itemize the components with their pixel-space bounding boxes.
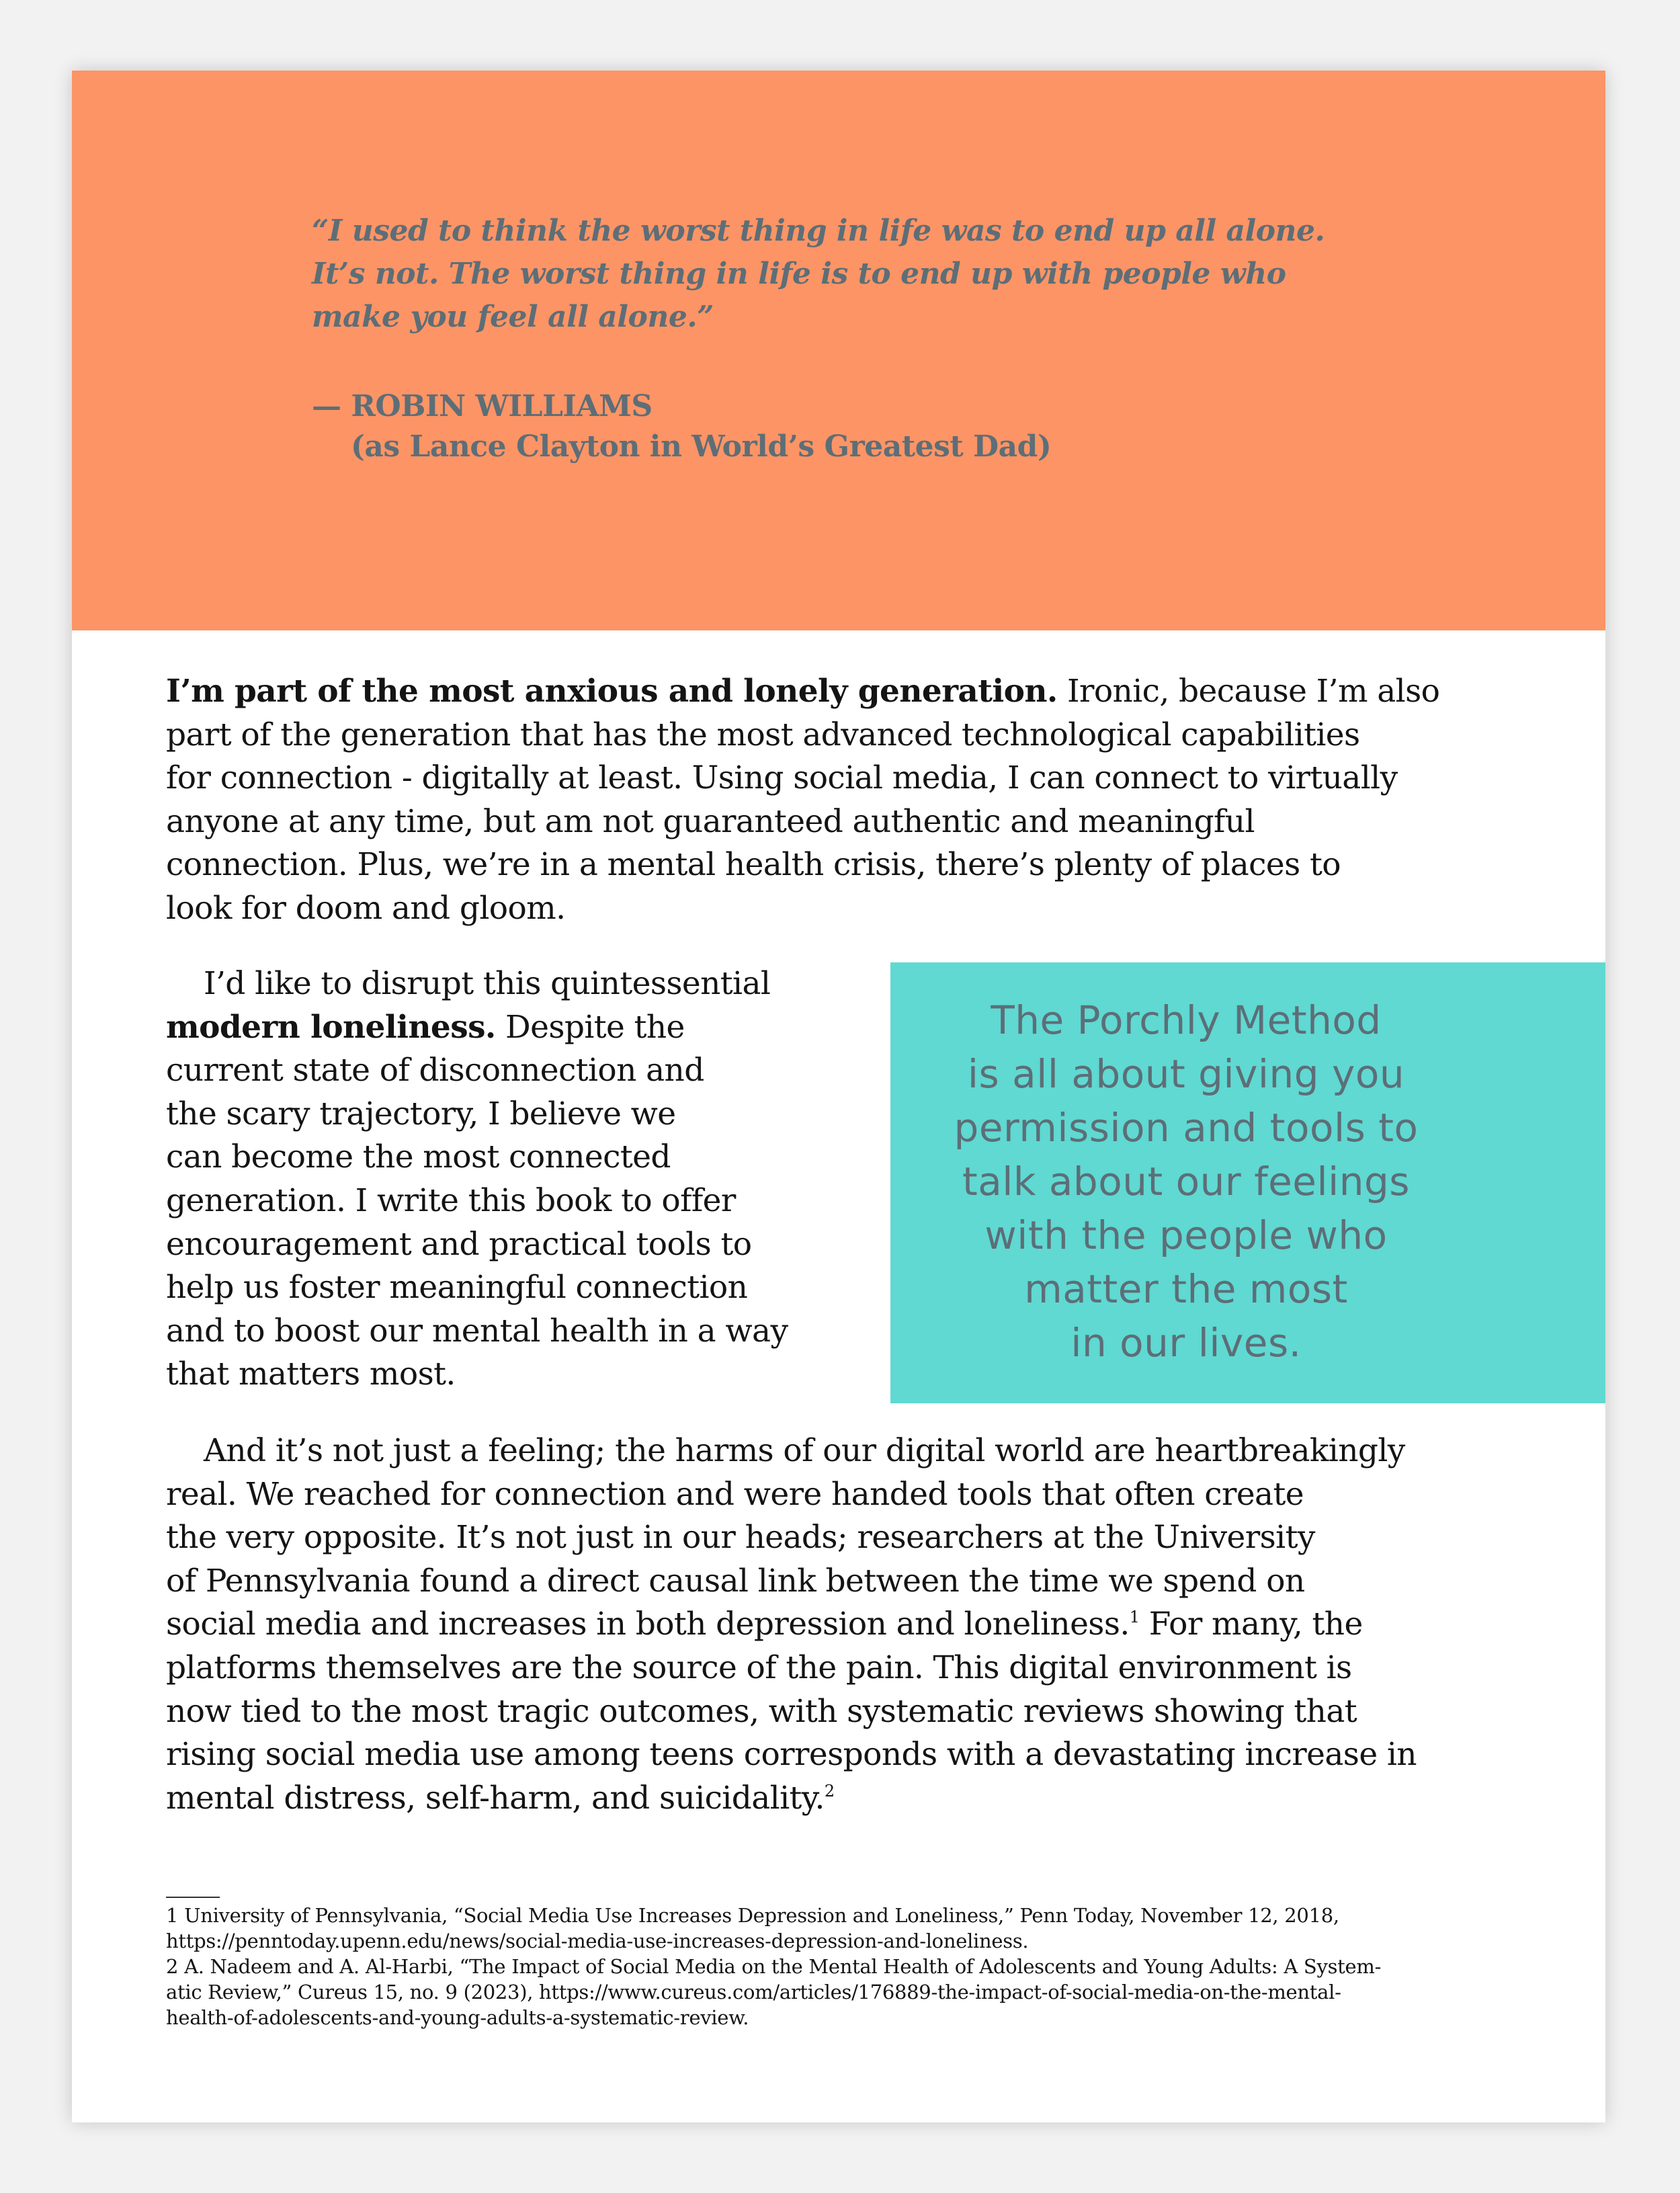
line-rest: Ironic, because I’m also [1057,673,1440,710]
callout-line: talk about our feelings [962,1159,1411,1204]
document-page [72,71,1605,2122]
paragraph-line: of Pennsylvania found a direct causal link between the time we spend on [166,1562,1305,1600]
quote-line: It’s not. The worst thing in life is to end up with people who [312,257,1286,291]
paragraph-line [166,1603,1591,1647]
footnote-line: 2 A. Nadeem and A. Al-Harbi, “The Impact of Social Media on the Mental Health of Adolescents and Young Adults: A System- [166,1955,1382,1978]
paragraph-harms [166,1430,1591,1820]
paragraph-line: encouragement and practical tools to [166,1225,752,1263]
paragraph-line: connection. Plus, we’re in a mental health crisis, there’s plenty of places to [166,846,1341,884]
footnote-ref-2[interactable]: 2 [824,1781,835,1801]
paragraph-line: look for doom and gloom. [166,889,566,927]
paragraph-line [166,1006,959,1050]
paragraph-line: anyone at any time, but am not guaranteed authentic and meaningful [166,802,1255,840]
paragraph-line [166,670,1564,714]
bold-phrase: modern loneliness. [166,1008,496,1046]
pull-quote-callout [890,962,1605,1403]
paragraph-line: generation. I write this book to offer [166,1182,736,1219]
paragraph-line: real. We reached for connection and were handed tools that often create [166,1475,1304,1513]
callout-text [890,993,1482,1370]
footnote-line[interactable]: atic Review,” Cureus 15, no. 9 (2023), https://www.cureus.com/articles/176889-the-impact-of-social-media-on-the-mental- [166,1981,1341,2003]
quote-line: “I used to think the worst thing in life was to end up all alone. [312,214,1325,248]
quote-attribution [312,386,1051,467]
paragraph-line: now tied to the most tragic outcomes, with systematic reviews showing that [166,1692,1357,1730]
callout-line: is all about giving you [967,1051,1405,1097]
footnote-line: 1 University of Pennsylvania, “Social Media Use Increases Depression and Loneliness,” Penn Today, November 12, 2018, [166,1904,1339,1927]
paragraph-intro [166,670,1564,931]
paragraph-line: for connection - digitally at least. Using social media, I can connect to virtually [166,759,1398,797]
paragraph-line: that matters most. [166,1356,456,1393]
callout-line: The Porchly Method [991,997,1382,1043]
callout-line: with the people who [984,1212,1388,1258]
paragraph-line: rising social media use among teens corresponds with a devastating increase in [166,1736,1417,1774]
callout-line: permission and tools to [954,1105,1419,1151]
paragraph-line: I’d like to disrupt this quintessential [204,965,771,1002]
line-start: social media and increases in both depression and loneliness. [166,1606,1130,1643]
paragraph-line: the very opposite. It’s not just in our heads; researchers at the University [166,1519,1315,1557]
footnote-line[interactable]: health-of-adolescents-and-young-adults-a-systematic-review. [166,2006,749,2029]
line-rest: Despite the [495,1008,685,1046]
paragraph-line: can become the most connected [166,1139,671,1176]
quote-line: make you feel all alone.” [312,300,714,334]
paragraph-line: current state of disconnection and [166,1052,704,1089]
attribution-author: — ROBIN WILLIAMS [312,389,653,423]
epigraph-quote [312,210,1454,339]
footnote-divider [166,1897,220,1898]
footnote-ref-1[interactable]: 1 [1129,1608,1140,1627]
line-start: mental distress, self-harm, and suicidality. [166,1779,825,1817]
attribution-source: (as Lance Clayton in World’s Greatest Dad) [351,429,1052,464]
paragraph-line [166,1777,1591,1821]
quote-panel [72,71,1605,630]
paragraph-line: and to boost our mental health in a way [166,1312,788,1350]
paragraph-line: help us foster meaningful connection [166,1269,748,1307]
line-end: For many, the [1139,1606,1363,1643]
callout-line: matter the most [1024,1266,1348,1312]
paragraph-line: And it’s not just a feeling; the harms of our digital world are heartbreakingly [204,1432,1405,1469]
paragraph-line: part of the generation that has the most advanced technological capabilities [166,716,1360,753]
paragraph-disrupt [166,962,959,1397]
paragraph-line: the scary trajectory, I believe we [166,1095,676,1132]
footnote-line[interactable]: https://penntoday.upenn.edu/news/social-media-use-increases-depression-and-loneliness. [166,1930,1029,1952]
callout-line: in our lives. [1070,1320,1302,1366]
bold-lead: I’m part of the most anxious and lonely generation. [166,673,1058,710]
paragraph-line: platforms themselves are the source of the pain. This digital environment is [166,1649,1352,1686]
footnotes [166,1903,1550,2030]
